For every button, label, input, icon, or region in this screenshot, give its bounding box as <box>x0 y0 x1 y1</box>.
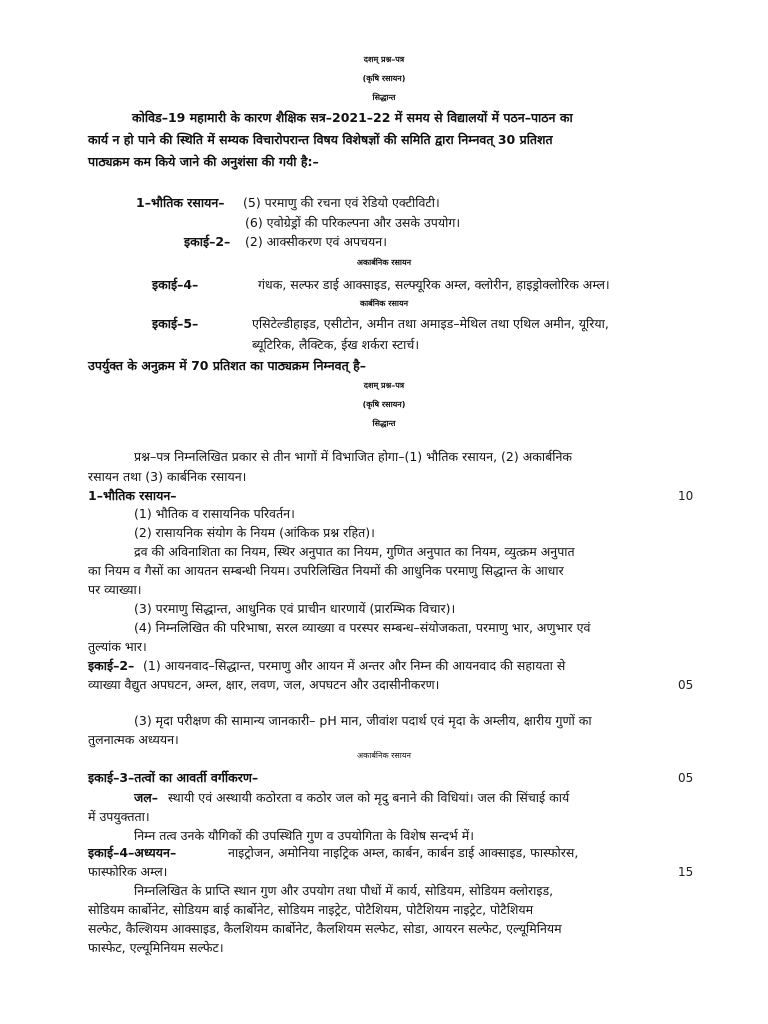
soil-test-text: तुलनात्मक अध्ययन। <box>88 732 179 747</box>
intro-line: कोविड–19 महामारी के कारण शैक्षिक सत्र–2021–22 में समय से विद्यालयों में पठन–पाठन का <box>132 110 573 125</box>
unit3-marks: 05 <box>678 771 694 785</box>
intro-line: कार्य न हो पाने की स्थिति में सम्यक विचारोपरान्त विषय विशेषज्ञों की समिति द्वारा निम्नवत् 30 प्रतिशत <box>88 132 553 147</box>
unit3-label: इकाई–3–तत्वों का आवर्ती वर्गीकरण– <box>88 770 259 785</box>
elements-text: निम्न तत्व उनके यौगिकों की उपस्थिति गुण व उपयोगिता के विशेष सन्दर्भ में। <box>134 828 474 843</box>
physical-paragraph: द्रव की अविनाशिता का नियम, स्थिर अनुपात का नियम, गुणित अनुपात का नियम, व्युत्क्रम अनुपात <box>134 544 575 559</box>
reduced-unit4-item: गंधक, सल्फर डाई आक्साइड, सल्फ्यूरिक अम्ल, क्लोरीन, हाइड्रोक्लोरिक अम्ल। <box>258 277 610 292</box>
inorganic-heading: अकार्बनिक रसायन <box>357 751 411 760</box>
reduced-unit1-label: 1–भौतिक रसायन– <box>136 195 225 210</box>
reduced-unit5-label: इकाई–5– <box>152 316 199 331</box>
reduced-unit2-item: (2) आक्सीकरण एवं अपचयन। <box>245 234 387 249</box>
physical-item: (2) रासायनिक संयोग के नियम (आंकिक प्रश्न रहित)। <box>134 525 375 540</box>
water-text: स्थायी एवं अस्थायी कठोरता व कठोर जल को मृदु बनाने की विधियां। जल की सिंचाई कार्य <box>168 790 570 805</box>
unit2-label: इकाई–2– <box>88 658 135 673</box>
paper-subject: (कृषि रसायन) <box>362 74 406 83</box>
soil-test-text: (3) मृदा परीक्षण की सामान्य जानकारी– pH मान, जीवांश पदार्थ एवं मृदा के अम्लीय, क्षारीय गुणों का <box>134 713 592 728</box>
physical-item: (4) निम्नलिखित की परिभाषा, सरल व्याख्या व परस्पर सम्बन्ध–संयोजकता, परमाणु भार, अणुभार एवं <box>134 620 591 635</box>
physical-item: (3) परमाणु सिद्धान्त, आधुनिक एवं प्राचीन धारणायें (प्रारम्भिक विचार)। <box>134 601 456 616</box>
physical-paragraph: पर व्याख्या। <box>88 582 142 597</box>
physical-item: तुल्यांक भार। <box>88 639 147 654</box>
paper-title: दशम् प्रश्न–पत्र <box>363 55 405 64</box>
reduced-unit5-item: एसिटेल्डीहाइड, एसीटोन, अमीन तथा अमाइड–मेथिल तथा एथिल अमीन, यूरिया, <box>252 316 609 331</box>
physical-item: (1) भौतिक व रासायनिक परिवर्तन। <box>134 506 295 521</box>
division-text: प्रश्न–पत्र निम्नलिखित प्रकार से तीन भागों में विभाजित होगा–(1) भौतिक रसायन, (2) अकार्बनिक <box>134 449 573 464</box>
reduced-unit2-label: इकाई–2– <box>184 234 231 249</box>
unit4-paragraph: सल्फेट, कैल्शियम आक्साइड, कैलशियम कार्बोनेट, कैलशियम सल्फेट, सोडा, आयरन सल्फेट, एल्यूमिनियम <box>88 921 562 936</box>
reduced-unit5-item: ब्यूटिरिक, लैक्टिक, ईख शर्करा स्टार्च। <box>252 337 420 352</box>
unit4-marks: 15 <box>678 865 694 879</box>
intro-line: पाठ्यक्रम कम किये जाने की अनुशंसा की गयी है:– <box>88 154 319 169</box>
unit4-paragraph: सोडियम कार्बोनेट, सोडियम बाई कार्बोनेट, सोडियम नाइट्रेट, पोटैशियम, पोटैशियम नाइट्रेट, पोटैशियम <box>88 902 534 917</box>
unit2-text: व्याख्या वैद्युत अपघटन, अम्ल, क्षार, लवण, जल, अपघटन और उदासीनीकरण। <box>88 677 440 692</box>
water-text: में उपयुक्तता। <box>88 809 150 824</box>
reduced-organic-heading: कार्बनिक रसायन <box>359 299 409 308</box>
unit4-label: इकाई–4–अध्ययन– <box>88 845 177 860</box>
physical-chem-marks: 10 <box>678 489 694 503</box>
unit4-paragraph: फास्फेट, एल्यूमिनियम सल्फेट। <box>88 940 224 955</box>
unit4-text: नाइट्रोजन, अमोनिया नाइट्रिक अम्ल, कार्बन, कार्बन डाई आक्साइड, फास्फोरस, <box>228 845 579 860</box>
unit2-text: (1) आयनवाद–सिद्धान्त, परमाणु और आयन में अन्तर और निम्न की आयनवाद की सहायता से <box>143 658 566 673</box>
physical-paragraph: का नियम व गैसों का आयतन सम्बन्धी नियम। उपरिलिखित नियमों की आधुनिक परमाणु सिद्धान्त के आधार <box>88 563 564 578</box>
division-text: रसायन तथा (3) कार्बनिक रसायन। <box>88 469 247 484</box>
paper-section: सिद्धान्त <box>372 93 396 102</box>
paper-section-2: सिद्धान्त <box>372 419 396 428</box>
paper-subject-2: (कृषि रसायन) <box>362 400 406 409</box>
reduced-unit1-item: (6) एवोग्रेड्रों की परिकल्पना और उसके उपयोग। <box>245 215 461 230</box>
reduced-inorganic-heading: अकार्बनिक रसायन <box>356 258 412 267</box>
physical-chem-heading: 1–भौतिक रसायन– <box>88 488 177 503</box>
seventy-percent-line: उपर्युक्त के अनुक्रम में 70 प्रतिशत का पाठ्यक्रम निम्नवत् है– <box>88 358 366 373</box>
unit4-text: फास्फोरिक अम्ल। <box>88 864 168 879</box>
unit2-marks: 05 <box>678 678 694 692</box>
reduced-unit4-label: इकाई–4– <box>152 277 199 292</box>
unit4-paragraph: निम्नलिखित के प्राप्ति स्थान गुण और उपयोग तथा पौधों में कार्य, सोडियम, सोडियम क्लोराइड, <box>134 883 554 898</box>
paper-title-2: दशम् प्रश्न–पत्र <box>363 381 405 390</box>
water-label: जल– <box>134 790 159 805</box>
reduced-unit1-item: (5) परमाणु की रचना एवं रेडियो एक्टीविटी। <box>243 195 440 210</box>
